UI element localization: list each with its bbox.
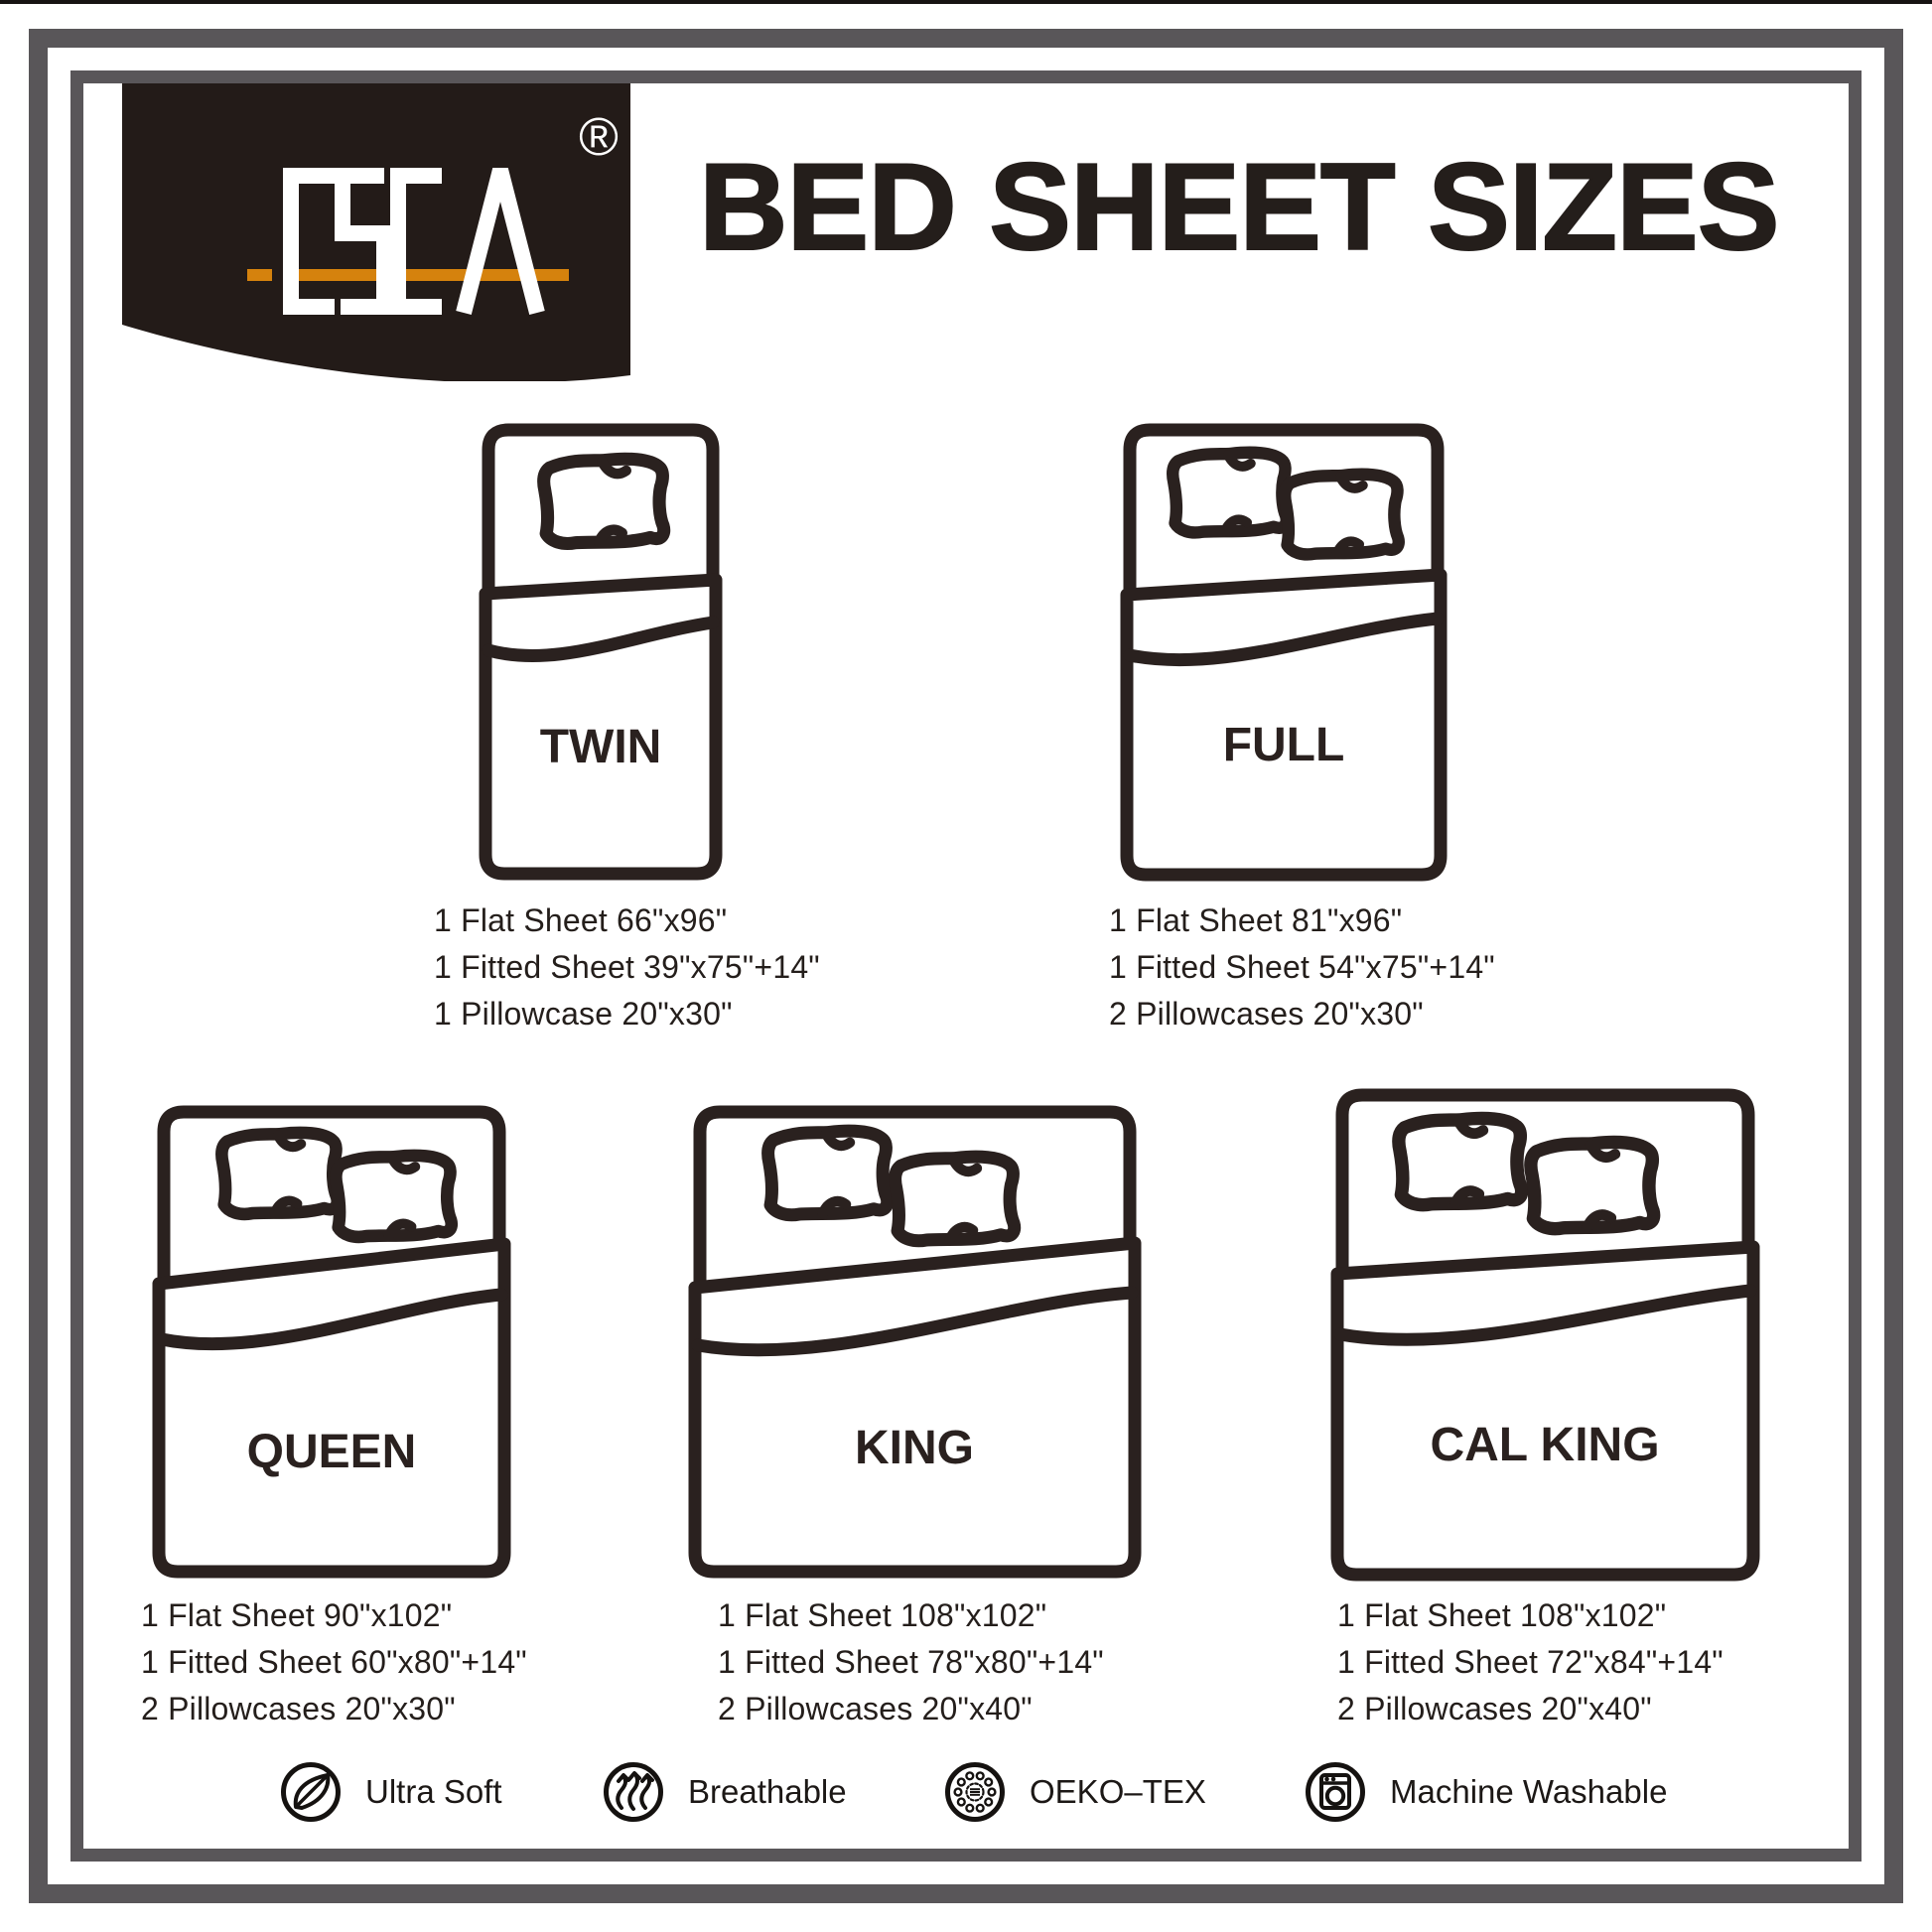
feature-oeko-tex: [944, 1759, 1206, 1825]
oeko-tex-icon: [944, 1761, 1006, 1823]
cal-king-bed-diagram: [1330, 1087, 1760, 1582]
twin-bed-diagram: [479, 424, 723, 881]
spec-line: 2 Pillowcases 20"x30": [141, 1691, 456, 1726]
bed-size-label: CAL KING: [1430, 1419, 1660, 1471]
machine-washable-icon: [1305, 1761, 1366, 1823]
feature-breathable: [603, 1759, 847, 1825]
registered-mark: ®: [579, 107, 619, 167]
queen-bed-diagram: [152, 1104, 511, 1579]
brand-logo: [122, 83, 630, 381]
spec-line: 1 Flat Sheet 81"x96": [1109, 902, 1403, 938]
spec-line: 1 Flat Sheet 90"x102": [141, 1597, 453, 1633]
spec-line: 1 Fitted Sheet 72"x84"+14": [1337, 1644, 1724, 1680]
twin-specs: [434, 897, 820, 1037]
full-bed-diagram: [1120, 424, 1448, 882]
feature-label: OEKO–TEX: [1030, 1773, 1206, 1810]
leaf-icon: [280, 1761, 342, 1823]
spec-line: 1 Flat Sheet 66"x96": [434, 902, 728, 938]
spec-line: 2 Pillowcases 20"x30": [1109, 996, 1424, 1032]
queen-specs: [141, 1592, 527, 1732]
feature-machine-washable: [1305, 1759, 1667, 1825]
cal-king-specs: [1337, 1592, 1724, 1732]
spec-line: 1 Flat Sheet 108"x102": [1337, 1597, 1667, 1633]
spec-line: 1 Fitted Sheet 54"x75"+14": [1109, 949, 1495, 985]
page-title: BED SHEET SIZES: [699, 139, 1779, 276]
bed-size-label: FULL: [1222, 719, 1345, 771]
spec-line: 1 Fitted Sheet 39"x75"+14": [434, 949, 820, 985]
feature-label: Ultra Soft: [365, 1773, 502, 1810]
king-specs: [718, 1592, 1104, 1732]
bed-size-label: KING: [855, 1422, 974, 1474]
spec-line: 1 Pillowcase 20"x30": [434, 996, 733, 1032]
full-specs: [1109, 897, 1495, 1037]
feature-label: Machine Washable: [1390, 1773, 1668, 1810]
feature-ultra-soft: [280, 1759, 502, 1825]
spec-line: 2 Pillowcases 20"x40": [1337, 1691, 1652, 1726]
king-bed-diagram: [688, 1104, 1142, 1579]
spec-line: 1 Fitted Sheet 78"x80"+14": [718, 1644, 1104, 1680]
spec-line: 1 Flat Sheet 108"x102": [718, 1597, 1047, 1633]
breathable-icon: [603, 1761, 664, 1823]
spec-line: 1 Fitted Sheet 60"x80"+14": [141, 1644, 527, 1680]
top-edge-line: [0, 0, 1932, 4]
bed-size-label: QUEEN: [246, 1426, 417, 1478]
bed-size-label: TWIN: [539, 721, 662, 773]
spec-line: 2 Pillowcases 20"x40": [718, 1691, 1033, 1726]
feature-label: Breathable: [688, 1773, 847, 1810]
